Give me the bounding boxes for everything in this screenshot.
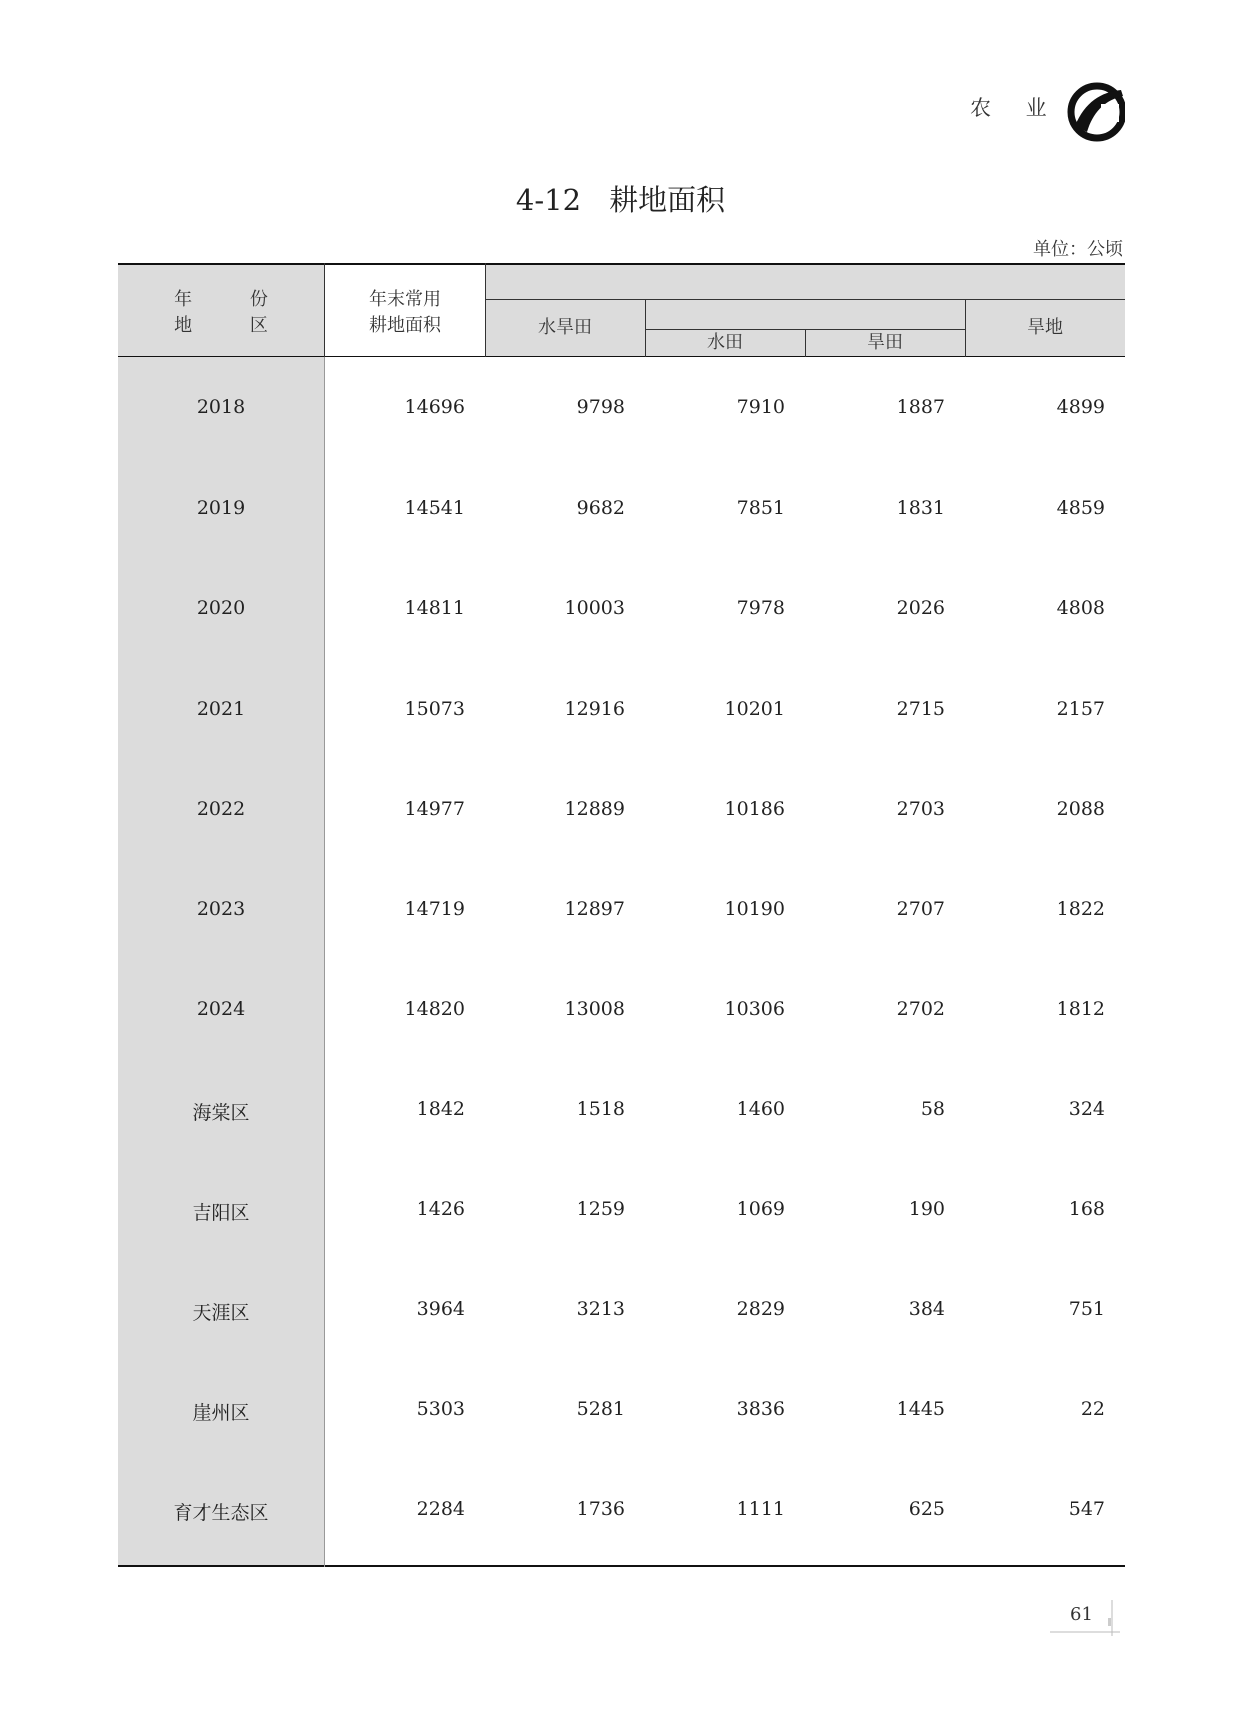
dryfield-header: 旱田 bbox=[867, 332, 903, 353]
cell-dryland: 4808 bbox=[1056, 597, 1105, 619]
data-table bbox=[118, 263, 1125, 1567]
cell-dryfield: 1887 bbox=[896, 396, 945, 418]
table-row bbox=[118, 1460, 1125, 1560]
header-divider bbox=[485, 299, 1125, 300]
cell-paddy: 10186 bbox=[724, 798, 785, 820]
cell-water-dry: 9798 bbox=[576, 396, 625, 418]
top-rule bbox=[118, 263, 1125, 265]
cell-total: 14820 bbox=[404, 998, 465, 1020]
cell-dryland: 168 bbox=[1068, 1198, 1105, 1220]
table-row bbox=[118, 1060, 1125, 1160]
dryland-header: 旱地 bbox=[1027, 317, 1063, 338]
cell-paddy: 10201 bbox=[724, 698, 785, 720]
cell-paddy: 2829 bbox=[736, 1298, 785, 1320]
cell-total: 14977 bbox=[404, 798, 465, 820]
cell-total: 15073 bbox=[404, 698, 465, 720]
row-label: 2020 bbox=[196, 597, 246, 619]
total-header-line1: 年末常用 bbox=[369, 289, 441, 310]
cell-water-dry: 3213 bbox=[576, 1298, 625, 1320]
cell-total: 14696 bbox=[404, 396, 465, 418]
cell-dryland: 547 bbox=[1068, 1498, 1105, 1520]
cell-dryland: 4859 bbox=[1056, 497, 1105, 519]
table-title bbox=[0, 178, 1241, 219]
cell-dryland: 22 bbox=[1080, 1398, 1105, 1420]
cell-dryland: 1822 bbox=[1056, 898, 1105, 920]
stub-header bbox=[118, 287, 324, 339]
paddy-header: 水田 bbox=[707, 332, 743, 353]
table-row bbox=[118, 358, 1125, 458]
cell-total: 3964 bbox=[416, 1298, 465, 1320]
cell-water-dry: 12889 bbox=[564, 798, 625, 820]
cell-dryfield: 2703 bbox=[896, 798, 945, 820]
row-label: 育才生态区 bbox=[173, 1502, 269, 1524]
table-row bbox=[118, 1260, 1125, 1360]
cell-water-dry: 1518 bbox=[576, 1098, 625, 1120]
cell-total: 1842 bbox=[416, 1098, 465, 1120]
cell-water-dry: 5281 bbox=[576, 1398, 625, 1420]
cell-dryfield: 1831 bbox=[896, 497, 945, 519]
header-divider bbox=[485, 263, 486, 357]
cell-water-dry: 9682 bbox=[576, 497, 625, 519]
table-row bbox=[118, 760, 1125, 860]
cell-paddy: 1460 bbox=[736, 1098, 785, 1120]
table-row bbox=[118, 860, 1125, 960]
row-label: 2022 bbox=[196, 798, 246, 820]
table-row bbox=[118, 1360, 1125, 1460]
table-number: 4-12 bbox=[515, 183, 582, 217]
table-title-text: 耕地面积 bbox=[609, 183, 726, 217]
cell-paddy: 3836 bbox=[736, 1398, 785, 1420]
row-label: 2021 bbox=[196, 698, 246, 720]
statistics-logo-icon bbox=[1067, 82, 1125, 142]
unit-label: 单位：公顷 bbox=[1033, 239, 1123, 260]
total-header bbox=[325, 287, 485, 339]
cell-total: 14719 bbox=[404, 898, 465, 920]
cell-dryland: 2157 bbox=[1056, 698, 1105, 720]
stub-header-region: 地 区 bbox=[174, 315, 294, 336]
row-label: 2018 bbox=[196, 396, 246, 418]
cell-dryfield: 58 bbox=[920, 1098, 945, 1120]
cell-dryfield: 2707 bbox=[896, 898, 945, 920]
cell-water-dry: 10003 bbox=[564, 597, 625, 619]
cell-paddy: 7910 bbox=[736, 396, 785, 418]
cell-dryfield: 2715 bbox=[896, 698, 945, 720]
table-row bbox=[118, 660, 1125, 760]
cell-total: 14541 bbox=[404, 497, 465, 519]
row-label: 天涯区 bbox=[192, 1302, 250, 1324]
section-header: 农 业 bbox=[970, 96, 1061, 120]
table-row bbox=[118, 459, 1125, 559]
table-row bbox=[118, 1160, 1125, 1260]
header-rule bbox=[118, 356, 1125, 357]
cell-dryfield: 2702 bbox=[896, 998, 945, 1020]
row-label: 2024 bbox=[196, 998, 246, 1020]
table-row bbox=[118, 559, 1125, 659]
cell-total: 1426 bbox=[416, 1198, 465, 1220]
cell-dryfield: 625 bbox=[908, 1498, 945, 1520]
cell-water-dry: 1259 bbox=[576, 1198, 625, 1220]
cell-water-dry: 12916 bbox=[564, 698, 625, 720]
row-label: 2019 bbox=[196, 497, 246, 519]
cell-paddy: 7851 bbox=[736, 497, 785, 519]
cell-dryland: 2088 bbox=[1056, 798, 1105, 820]
cell-dryfield: 190 bbox=[908, 1198, 945, 1220]
cell-dryland: 1812 bbox=[1056, 998, 1105, 1020]
cell-water-dry: 13008 bbox=[564, 998, 625, 1020]
cell-water-dry: 12897 bbox=[564, 898, 625, 920]
cell-paddy: 7978 bbox=[736, 597, 785, 619]
row-label: 2023 bbox=[196, 898, 246, 920]
stub-header-year: 年 份 bbox=[174, 289, 294, 310]
cell-dryfield: 1445 bbox=[896, 1398, 945, 1420]
cell-water-dry: 1736 bbox=[576, 1498, 625, 1520]
cell-paddy: 10190 bbox=[724, 898, 785, 920]
cell-dryland: 751 bbox=[1068, 1298, 1105, 1320]
bottom-rule bbox=[118, 1565, 1125, 1567]
cell-dryland: 324 bbox=[1068, 1098, 1105, 1120]
cell-dryland: 4899 bbox=[1056, 396, 1105, 418]
cell-dryfield: 384 bbox=[908, 1298, 945, 1320]
table-row bbox=[118, 960, 1125, 1060]
cell-paddy: 10306 bbox=[724, 998, 785, 1020]
cell-paddy: 1111 bbox=[736, 1498, 785, 1520]
page-number: 61 bbox=[1070, 1604, 1093, 1625]
cell-total: 5303 bbox=[416, 1398, 465, 1420]
cell-total: 2284 bbox=[416, 1498, 465, 1520]
row-label: 崖州区 bbox=[192, 1402, 250, 1424]
cell-paddy: 1069 bbox=[736, 1198, 785, 1220]
row-label: 海棠区 bbox=[192, 1102, 250, 1124]
total-header-line2: 耕地面积 bbox=[369, 315, 441, 336]
water-dry-header: 水旱田 bbox=[538, 317, 592, 338]
cell-total: 14811 bbox=[404, 597, 465, 619]
cell-dryfield: 2026 bbox=[896, 597, 945, 619]
row-label: 吉阳区 bbox=[192, 1202, 250, 1224]
